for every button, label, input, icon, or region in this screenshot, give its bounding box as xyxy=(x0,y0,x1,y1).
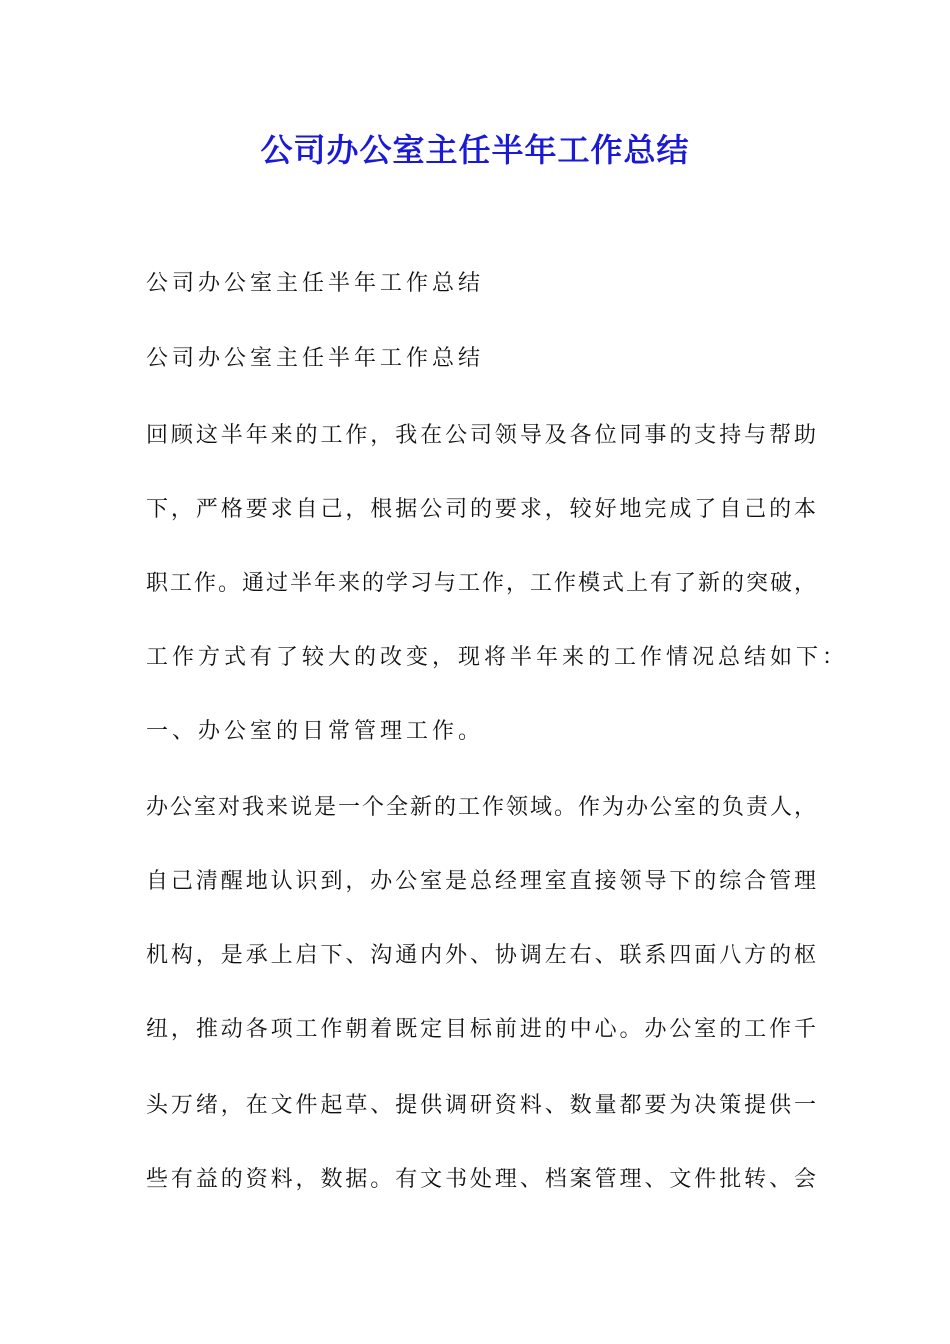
body-text-line: 职工作。通过半年来的学习与工作，工作模式上有了新的突破， xyxy=(146,571,816,596)
body-text-line: 办公室对我来说是一个全新的工作领域。作为办公室的负责人， xyxy=(146,795,816,820)
document-title: 公司办公室主任半年工作总结 xyxy=(260,131,690,169)
body-text-line: 机构，是承上启下、沟通内外、协调左右、联系四面八方的枢 xyxy=(146,943,816,968)
subtitle-line: 公司办公室主任半年工作总结 xyxy=(146,346,485,371)
body-text-line: 工作方式有了较大的改变，现将半年来的工作情况总结如下： xyxy=(146,645,849,670)
section-heading: 一、办公室的日常管理工作。 xyxy=(146,719,485,744)
subtitle-line: 公司办公室主任半年工作总结 xyxy=(146,271,485,296)
body-text-line: 头万绪，在文件起草、提供调研资料、数量都要为决策提供一 xyxy=(146,1093,816,1118)
body-text-line: 纽，推动各项工作朝着既定目标前进的中心。办公室的工作千 xyxy=(146,1017,816,1042)
body-text-line: 下，严格要求自己，根据公司的要求，较好地完成了自己的本 xyxy=(146,497,816,522)
body-text-line: 些有益的资料，数据。有文书处理、档案管理、文件批转、会 xyxy=(146,1167,816,1192)
body-text-line: 回顾这半年来的工作，我在公司领导及各位同事的支持与帮助 xyxy=(146,423,816,448)
body-text-line: 自己清醒地认识到，办公室是总经理室直接领导下的综合管理 xyxy=(146,869,816,894)
